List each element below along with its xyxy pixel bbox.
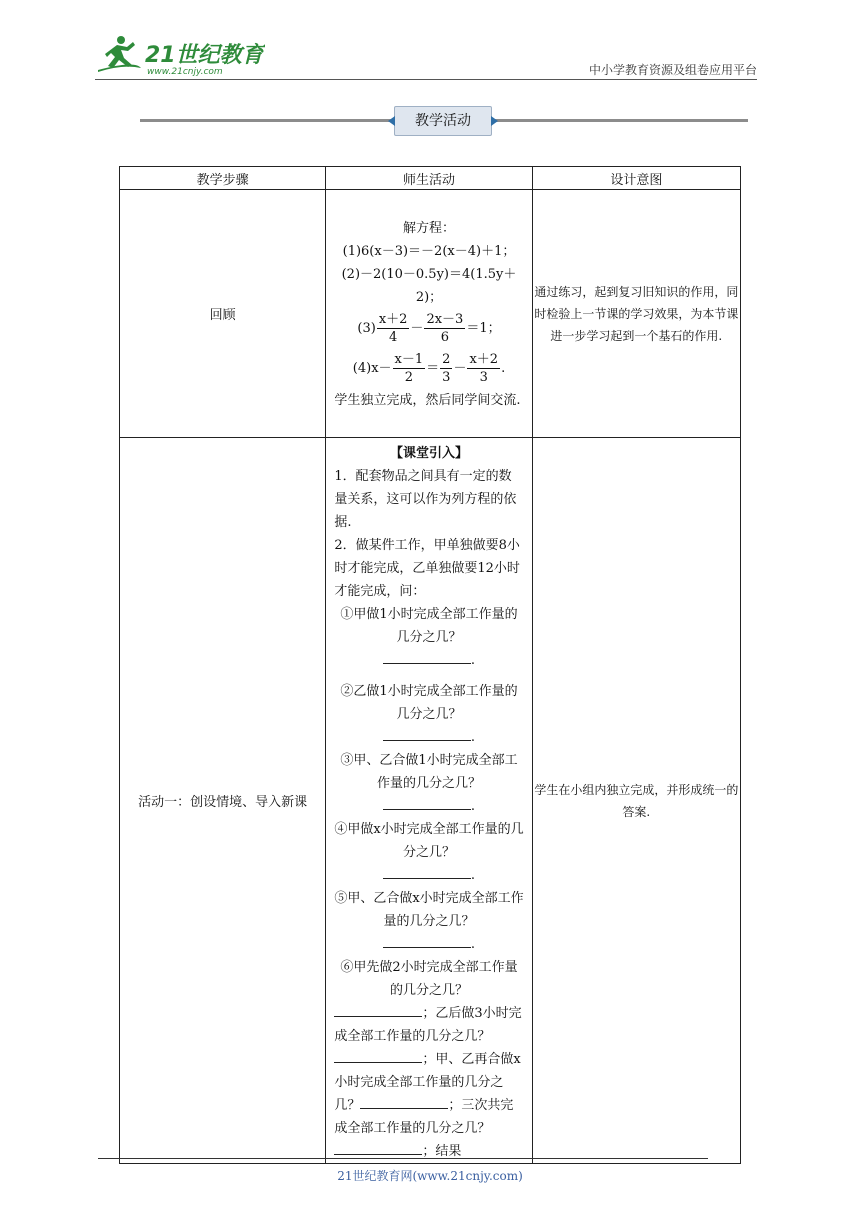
section-banner (140, 106, 748, 138)
activity-cell (326, 438, 532, 1164)
lesson-plan-table (119, 166, 741, 1164)
question-4: ④甲做x小时完成全部工作量的几分之几？ (334, 822, 524, 860)
column-header-intent: 设计意图 (532, 167, 740, 190)
svg-text:www.21cnjy.com: www.21cnjy.com (147, 67, 223, 76)
activity-note: 学生独立完成，然后同学间交流. (334, 393, 521, 408)
table-row (120, 190, 741, 438)
equation-3: (3) $\frac{x+2}{4}$ － $\frac{2x-3}{6}$ ＝1； (357, 312, 501, 345)
step-cell: 回顾 (120, 190, 326, 438)
brand-logo (95, 32, 265, 76)
equation-2-cont: 2)； (415, 290, 443, 305)
activity-cell (326, 190, 532, 438)
answer-blank (383, 935, 471, 948)
answer-blank (334, 1050, 422, 1063)
answer-blank (383, 651, 471, 664)
equation-4: (4)x－ $\frac{x-1}{2}$ ＝ $\frac{2}{3}$ － $\frac{x+2}{3}$ . (352, 352, 506, 385)
header-divider (95, 79, 757, 80)
fraction: $\frac{x-1}{2}$ (394, 352, 424, 385)
activity-paragraph: 1．配套物品之间具有一定的数量关系，这可以作为列方程的依据. (334, 469, 517, 530)
equation-2: (2)－2(10－0.5y)＝4(1.5y＋ (341, 267, 517, 282)
activity-heading: 【课堂引入】 (389, 446, 468, 461)
answer-blank (383, 797, 471, 810)
answer-blank (334, 1004, 422, 1017)
question-1: ①甲做1小时完成全部工作量的几分之几？ (340, 607, 518, 645)
answer-blank (383, 866, 471, 879)
question-2: ②乙做1小时完成全部工作量的几分之几？ (340, 684, 518, 722)
fraction: $\frac{x+2}{3}$ (469, 352, 499, 385)
activity-paragraph: 2．做某件工作，甲单独做要8小时才能完成，乙单独做要12小时才能完成，问： (334, 538, 520, 599)
question-3: ③甲、乙合做1小时完成全部工作量的几分之几？ (340, 753, 518, 791)
platform-name: 中小学教育资源及组卷应用平台 (588, 63, 757, 77)
footer-text: 21世纪教育网(www.21cnjy.com) (337, 1169, 523, 1183)
footer-divider (98, 1158, 708, 1159)
equation-1: (1)6(x－3)＝－2(x－4)＋1； (342, 244, 516, 259)
answer-blank-row: . (334, 933, 523, 956)
question-6: ⑥甲先做2小时完成全部工作量的几分之几？ (340, 960, 518, 998)
table-header-row (120, 167, 741, 190)
section-title: 教学活动 (394, 106, 492, 136)
question-6-continued: ；乙后做3小时完成全部工作量的几分之几？；甲、乙再合做x小时完成全部工作量的几分之几？ ；三次共完成全部工作量的几分之几？；结果 (334, 1006, 522, 1159)
answer-blank-row: . (334, 649, 523, 672)
answer-blank-row: . (334, 864, 523, 887)
answer-blank (360, 1096, 448, 1109)
page-header (95, 32, 757, 78)
step-cell: 活动一：创设情境、导入新课 (120, 438, 326, 1164)
intent-cell: 通过练习，起到复习旧知识的作用，同时检验上一节课的学习效果，为本节课进一步学习起到一个基石的作用. (532, 190, 740, 438)
column-header-activity: 师生活动 (326, 167, 532, 190)
table-row (120, 438, 741, 1164)
answer-blank (334, 1142, 422, 1155)
answer-blank-row: . (334, 795, 523, 818)
svg-text:21世纪教育: 21世纪教育 (145, 43, 264, 68)
fraction: $\frac{x+2}{4}$ (378, 312, 408, 345)
question-5: ⑤甲、乙合做x小时完成全部工作量的几分之几？ (334, 891, 524, 929)
column-header-step: 教学步骤 (120, 167, 326, 190)
fraction: $\frac{2x-3}{6}$ (426, 312, 464, 345)
intent-cell: 学生在小组内独立完成，并形成统一的答案. (532, 438, 740, 1164)
answer-blank (383, 728, 471, 741)
fraction: $\frac{2}{3}$ (442, 352, 451, 385)
answer-blank-row: . (334, 726, 523, 749)
activity-intro: 解方程： (402, 221, 455, 236)
